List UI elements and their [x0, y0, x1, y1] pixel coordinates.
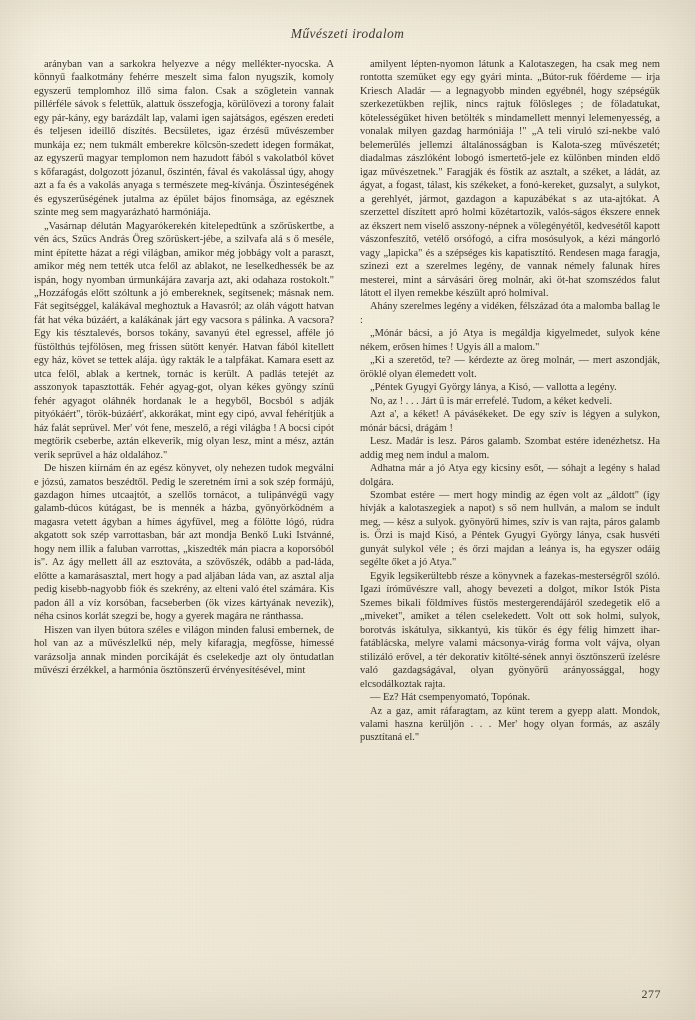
- paragraph: „Vasárnap délután Magyarókerekén kitelepedtünk a szőrüskertbe, a vén ács, Szűcs András Öreg szörüskert-jébe, a szilvafa alá s ő meséle, mint építette házat a régi világban, amikor még jobbágy volt a paraszt, amikor még nem tették utca felől az ablakot, ne leselkedhessék be az ispán, hogy nyomban úrmunkájára zavarja azt, aki odahaza rostokolt." „Hozzáfogás előtt szóltunk a jó embereknek, segítsenek; másnak nem. Fát segítséggel, kalákával meghoztuk a Havasról; az oláh vágott hatvan fát hat véka búzáért, a kalákának járt egy vacsora s pálinka. A vacsora? Egy kis tésztalevés, borsos tokány, savanyú étel egressel, afféle jó füstölthús tejfölösen, meg frissen sütött kenyér. Hatvan fából kitellett egy ház, követ se tettek alája. úgy rakták le a talpfákat. Kamara esett az utca felől, ablak a kertnek, tornác is került. A padlás tetejét az asszonyok tapasztották. Fehér agyag-got, olyan kékes gyöngy színű fehér agyagot oláhnék hordanak le a hegyből, Bocsból s adják pityókáért", török-búzáért', akkorákat, mint egy cipó, avval fehérítjük a ház falát seprüvel. Mer' vót fene, meszelő, a régi világba ! A bocsi cipót megtörik cseberbe, aztán elkeverik, míg olyan lesz, mint a mész, aztán verik seprűvel a ház oldalához.": [34, 220, 334, 461]
- paragraph: Egyik legsikerültebb része a könyvnek a fazekas-mesterségről szóló. Igazi íróművészre vall, ahogy bevezeti a dolgot, míkor Istók Pista Szemes bikali földmíves füstös mestergerendájáról szedegetik elő a „miveket", amiket a télen cselekedett. Volt ott sok holmi, sulyok, borotvás iskátulya, sikkantyú, kis tükör és égy félig himzett ihar-fatáblácska, melyre valami mácsonya-virág forma volt vájva, olyan stilizáló erővel, a tér dekorativ kitölté-sének annyi ösztönszerű ízelésre való gazdagságával, olyan gyönyörű arányossággal, hogy elcsodálkoztak rajta.: [360, 570, 660, 690]
- paragraph: amilyent lépten-nyomon látunk a Kalotaszegen, ha csak meg nem rontotta szemüket egy egy gyári minta. „Bútor-ruk főérdeme — irja Kriesch Aladár — a legnagyobb minden egyébnél, hogy szépségük szerkezetükben rejlik, nincs rajtuk fölösleges ; de föladatukat, kötelességüket hiven betölték s mindamellett mennyi lelemenyesség, a vonalak milyen gazdag harmóniája !" „A teli viruló szi-nekbe való belemerülés jellemzi általánosságban is Kalota-szeg művészetét; diadalmas zászlóként lobogó ismertető-jele ez különben minden eldő igaz művészetnek." Faragják és föstik az asztalt, a széket, a ládát, az ágyat, a fogast, tálast, kis székeket, a fonó-kereket, guzsalyt, a sulykot, a gerehlyét, jármot, gazdagon a kapuzábékat s az uta-ajtókat. A szerzettel díszített apró holmi közétartozik, valós-ságos ékszere ennek az ékszert nem viselő asszony-népnek a völegényétől, kedvesétől kapott vászonfeszítő, vetélő orsófogó, a cifra mosósulyok, a kézi mángorló vagy „lapicka" és a szépséges kis kapatisztító. Rendesen maga faragja, szinezi ezt a szerelmes legény, de vannak némely falunak híres mesterei, mint a sárvásári öreg molnár, aki öt-hat szomszédos falut látott el ilyen remekbe készült apró holmival.: [360, 59, 660, 299]
- paragraph: Hiszen van ilyen bútora széles e világon minden falusi embernek, de hol van az a művészlelkű nép, mely kifaragja, megfösse, hímessé varázsolja annak minden porcikáját és cselekedje azt oly öntudatlan művészi érzékkel, a harmónia ösztönszerű érvényesítésével, mint: [34, 624, 334, 677]
- paragraph: Ahány szerelmes legény a vidéken, félszázad óta a malomba ballag le :: [360, 301, 660, 326]
- paragraph: No, az ! . . . Járt ű is már errefelé. Tudom, a kéket kedveli.: [370, 395, 613, 407]
- left-column: [34, 58, 334, 958]
- paragraph: Lesz. Madár is lesz. Páros galamb. Szombat estére idenézhetsz. Ha addig meg nem indul a malom.: [360, 436, 660, 461]
- paragraph: Azt a', a kéket! A pávásékeket. De egy szív is légyen a sulykon, mónár bácsi, drágám !: [360, 409, 660, 434]
- running-head: Művészeti irodalom: [290, 26, 405, 41]
- paragraph: „Péntek Gyugyi György lánya, a Kisó, — vallotta a legény.: [370, 382, 617, 394]
- paragraph: De hiszen kiírnám én az egész könyvet, oly nehezen tudok megválni e józsú, zamatos beszédtől. Pedig le szeretném írni a sok szép formájú, gazdagon hímes utcaajtót, a szellős tornácot, a tulipánvégű vagy galamb-dúcos kútágast, be is mennék a házba, gyönyörködném a magasra vetett ágyban a hímes ágyfűvel, meg a fölötte lógó, rúdra akgatott sok szép varrottasban, bár azt mondja Benkő Luki Istvánné, hogy nem illik a faluban varrottas, „kiszedték mán piacra a koporsóból is". Az ágy mellett áll az esztováta, a szövőszék, odább a pad-láda, előtte a kamarásasztal, mert hogy a pad aljában láda van, az asztal alja pedig kisebb-nagyobb fiók és szekrény, az elteni való étel számára. Kis padon áll a víz korsóban, facseberben (ök vizes kártyának nevezik), néha csinos korlát szegzi be, hogy a gyerek magára ne ránthassa.: [34, 463, 334, 623]
- paragraph: „Mónár bácsi, a jó Atya is megáldja kigyelmedet, sulyok kéne nékem, erősen hímes ! Ugyis áll a malom.": [360, 328, 660, 353]
- paragraph: — Ez? Hát csempenyomató, Topónak.: [370, 692, 531, 704]
- paragraph: arányban van a sarkokra helyezve a négy mellékter-nyocska. A könnyű faalkotmány fehérre meszelt sima falon nyugszik, komoly egyszerű templomhoz illő sima falon. Csak a szögletein vannak pillérféle sávok s felettük, alattuk összefogja, körülövezi a torony falait egy pár-kány, egy barázdált lap, valami igen sajátságos, egészen eredeti és teljesen ideillő díszítés. Becsületes, igaz érzésű művészember munkája ez; nem tukmált emberekre kölcsön-szedett idegen formákat, az egyszerű magyar templomon nem hazudott fából s vakolatból követ s kőfaragást, dolgozott józanul, őszintén, fával és vakolással úgy, ahogy azt a fa és a vakolás anyaga s természete meg-kívánja. Őszinteségének és egyszerűségének jutalma az épület bájos finomsága, az egésznek szinte meg sem magyarázható harmóniája.: [34, 59, 334, 219]
- paragraph: Adhatna már a jó Atya egy kicsiny esőt, — sóhajt a legény s halad dolgára.: [360, 463, 660, 488]
- two-column-body: [34, 58, 661, 958]
- paragraph: „Ki a szeretőd, te? — kérdezte az öreg molnár, — mert aszondják, öröklé olyan élemedett volt.: [360, 355, 660, 380]
- page-number: 277: [641, 987, 661, 1001]
- paragraph: Szombat estére — mert hogy mindig az égen volt az „áldott" (így hívják a kalotaszegiek a napot) s ső nem hullván, a malom se indult meg, — kész a sulyok. gyönyörű himes, szív is van rajta, páros galamb is. Őrzi is majd Kisó, a Péntek Gyugyi György lánya, csak husvéti gunyát sulykol véle ; és őrzi majdan a leánya is, ha egyszer odáig segélte őket a jó Atya.": [360, 490, 660, 569]
- right-column: [360, 58, 660, 958]
- paragraph: Az a gaz, amit ráfaragtam, az künt terem a gyepp alatt. Mondok, valami hasznа kerüljön . . . Mer' hogy olyan formás, az aszály pusztítaná el.": [360, 705, 660, 744]
